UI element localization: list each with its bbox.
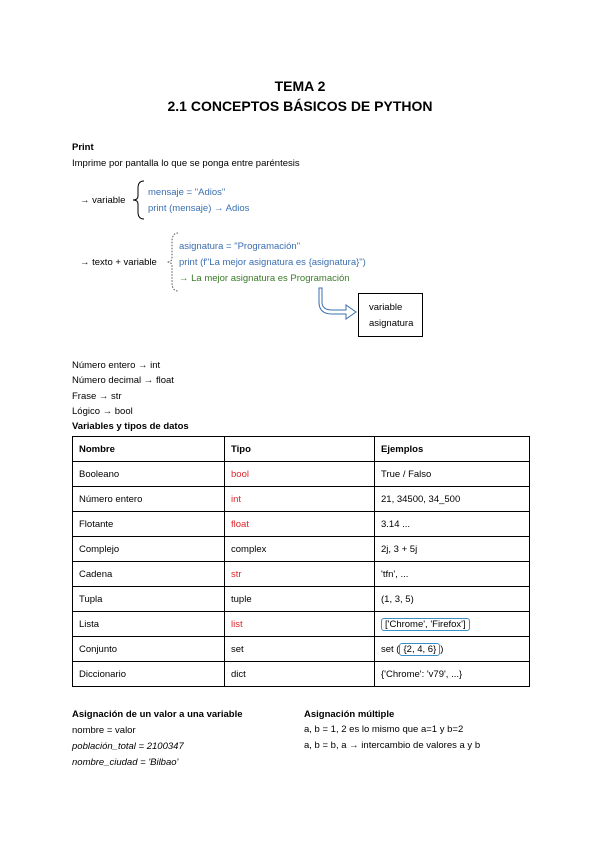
type-list-item: Frase → str (72, 391, 122, 402)
table-row (73, 562, 530, 587)
text-variable-label: → texto + variable (80, 257, 157, 268)
assignment-line: población_total = 2100347 (72, 741, 184, 752)
table-row (73, 612, 530, 637)
print-description: Imprime por pantalla lo que se ponga entre paréntesis (72, 158, 300, 169)
boxed-set-example: {2, 4, 6} (399, 643, 440, 656)
table-caption: Variables y tipos de datos (72, 421, 189, 432)
table-row (73, 662, 530, 687)
cell-ejemplo (375, 637, 530, 662)
multiple-line: a, b = b, a → intercambio de valores a y b (304, 740, 481, 751)
cell-tipo: complex (225, 537, 375, 562)
set-suffix: ) (440, 643, 444, 655)
multiple-line: a, b = 1, 2 es lo mismo que a=1 y b=2 (304, 724, 464, 735)
cell-ejemplo: (1, 3, 5) (375, 587, 530, 612)
table-row (73, 512, 530, 537)
variable-code-line-2 (148, 203, 249, 214)
multiple-heading: Asignación múltiple (304, 709, 395, 720)
page-title: TEMA 2 (274, 78, 326, 94)
cell-tipo: float (225, 512, 375, 537)
cell-tipo: set (225, 637, 375, 662)
table-row (73, 637, 530, 662)
cell-nombre: Booleano (73, 462, 225, 487)
cell-ejemplo: {'Chrome': 'v79', ...} (375, 662, 530, 687)
cell-tipo: tuple (225, 587, 375, 612)
curved-arrow-icon (318, 286, 360, 320)
header-ejemplos: Ejemplos (375, 437, 530, 462)
cell-nombre: Lista (73, 612, 225, 637)
cell-nombre: Tupla (73, 587, 225, 612)
cell-ejemplo: 'tfn', ... (375, 562, 530, 587)
cell-nombre: Diccionario (73, 662, 225, 687)
page-subtitle: 2.1 CONCEPTOS BÁSICOS DE PYTHON (167, 98, 433, 114)
type-list-item: Lógico → bool (72, 406, 133, 417)
variable-code-line-1: mensaje = "Adios" (148, 187, 226, 198)
assignment-line: nombre = valor (72, 725, 136, 736)
assignment-line: nombre_ciudad = 'Bilbao' (72, 757, 179, 768)
header-tipo: Tipo (225, 437, 375, 462)
callout-line-1: variable (369, 302, 403, 313)
left-brace-icon (132, 180, 146, 220)
cell-nombre: Número entero (73, 487, 225, 512)
assignment-heading: Asignación de un valor a una variable (72, 709, 243, 720)
cell-ejemplo: 2j, 3 + 5j (375, 537, 530, 562)
cell-nombre: Complejo (73, 537, 225, 562)
boxed-list-example: ['Chrome', 'Firefox'] (381, 618, 470, 631)
data-types-table (72, 436, 530, 687)
table-row (73, 462, 530, 487)
cell-ejemplo: 3.14 ... (375, 512, 530, 537)
variable-code-line-2-text: print (mensaje) → Adios (148, 203, 250, 214)
cell-tipo: bool (225, 462, 375, 487)
text-variable-code-line-3: → La mejor asignatura es Programación (179, 273, 350, 284)
table-row (73, 587, 530, 612)
print-heading: Print (72, 142, 94, 153)
cell-tipo: list (225, 612, 375, 637)
cell-ejemplo: 21, 34500, 34_500 (375, 487, 530, 512)
type-list-item: Número entero → int (72, 360, 161, 371)
set-prefix: set ( (381, 643, 400, 655)
table-row (73, 537, 530, 562)
cell-nombre: Cadena (73, 562, 225, 587)
cell-ejemplo (375, 612, 530, 637)
callout-line-2: asignatura (369, 318, 414, 329)
table-header-row (73, 437, 530, 462)
cell-nombre: Flotante (73, 512, 225, 537)
text-variable-code-line-2: print (f"La mejor asignatura es {asignatura}") (179, 257, 366, 268)
cell-tipo: str (225, 562, 375, 587)
cell-ejemplo: True / Falso (375, 462, 530, 487)
text-variable-code-line-1: asignatura = "Programación" (179, 241, 301, 252)
type-list-item: Número decimal → float (72, 375, 174, 386)
variable-label: → variable (80, 195, 126, 206)
left-brace-dotted-icon (166, 232, 180, 292)
variable-callout-box (358, 293, 423, 337)
cell-tipo: dict (225, 662, 375, 687)
cell-nombre: Conjunto (73, 637, 225, 662)
header-nombre: Nombre (73, 437, 225, 462)
table-row (73, 487, 530, 512)
cell-tipo: int (225, 487, 375, 512)
